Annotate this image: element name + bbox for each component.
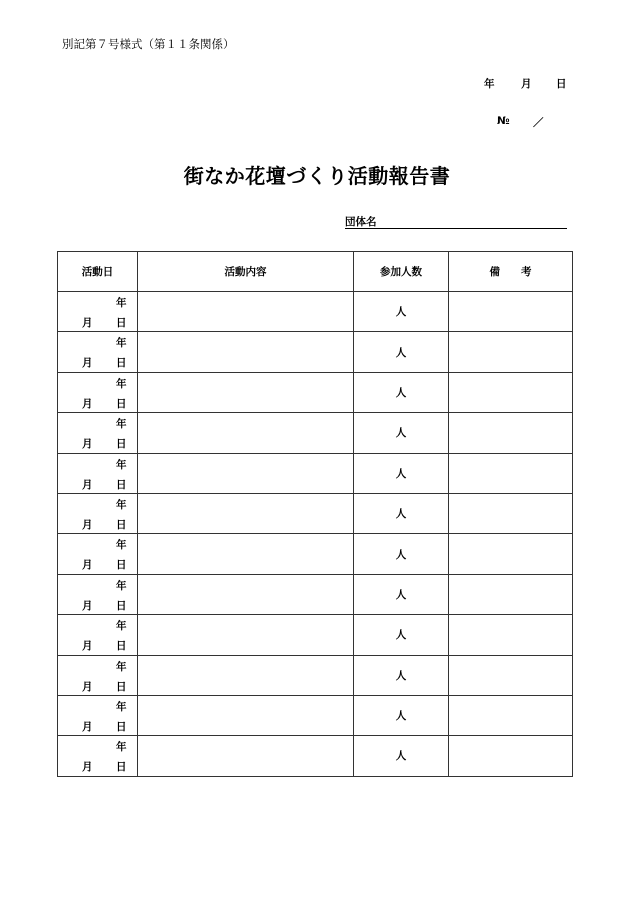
table-row [58,493,573,533]
date-month-label: 月 [521,78,532,90]
participants-cell[interactable] [354,534,449,574]
header-notes: 備 考 [449,252,573,292]
activity-content-cell[interactable] [138,332,354,372]
organization-name-field[interactable] [345,214,567,229]
day-label: 日 [116,680,127,693]
month-label: 月 [82,559,93,572]
month-label: 月 [82,761,93,774]
notes-cell[interactable] [449,534,573,574]
month-label: 月 [82,478,93,491]
people-unit-label: 人 [395,588,407,601]
table-body [58,292,573,777]
activity-date-cell[interactable] [58,534,138,574]
table-row [58,372,573,412]
day-label: 日 [116,438,127,451]
people-unit-label: 人 [395,306,407,319]
month-label: 月 [82,720,93,733]
table-row [58,292,573,332]
activity-content-cell[interactable] [138,574,354,614]
activity-date-cell[interactable] [58,615,138,655]
notes-cell[interactable] [449,292,573,332]
people-unit-label: 人 [395,710,407,723]
notes-cell[interactable] [449,453,573,493]
people-unit-label: 人 [395,548,407,561]
month-label: 月 [82,640,93,653]
activity-content-cell[interactable] [138,736,354,776]
header-activity-content: 活動内容 [138,252,354,292]
notes-cell[interactable] [449,655,573,695]
table-row [58,736,573,776]
people-unit-label: 人 [395,346,407,359]
month-label: 月 [82,397,93,410]
notes-cell[interactable] [449,332,573,372]
month-label: 月 [82,357,93,370]
notes-cell[interactable] [449,413,573,453]
table-row [58,413,573,453]
date-day-label: 日 [556,78,567,90]
year-label: 年 [116,377,127,390]
activity-date-cell[interactable] [58,574,138,614]
participants-cell[interactable] [354,736,449,776]
participants-cell[interactable] [354,695,449,735]
month-label: 月 [82,599,93,612]
people-unit-label: 人 [395,669,407,682]
notes-cell[interactable] [449,493,573,533]
activity-content-cell[interactable] [138,453,354,493]
activity-date-cell[interactable] [58,372,138,412]
form-number: 別記第７号様式（第１１条関係） [62,37,235,51]
day-label: 日 [116,317,127,329]
activity-date-cell[interactable] [58,655,138,695]
notes-cell[interactable] [449,615,573,655]
header-activity-date: 活動日 [58,252,138,292]
participants-cell[interactable] [354,413,449,453]
notes-cell[interactable] [449,574,573,614]
day-label: 日 [116,478,127,491]
people-unit-label: 人 [395,386,407,399]
document-title: 街なか花壇づくり活動報告書 [183,164,451,188]
day-label: 日 [116,559,127,572]
people-unit-label: 人 [395,750,407,763]
activity-content-cell[interactable] [138,372,354,412]
year-label: 年 [116,539,127,552]
year-label: 年 [116,700,127,713]
activity-content-cell[interactable] [138,413,354,453]
month-label: 月 [82,317,93,329]
year-label: 年 [116,741,127,754]
notes-cell[interactable] [449,372,573,412]
year-label: 年 [116,418,127,431]
activity-report-table [57,251,573,777]
activity-content-cell[interactable] [138,695,354,735]
participants-cell[interactable] [354,292,449,332]
day-label: 日 [116,761,127,774]
activity-date-cell[interactable] [58,413,138,453]
participants-cell[interactable] [354,574,449,614]
table-row [58,615,573,655]
participants-cell[interactable] [354,615,449,655]
month-label: 月 [82,518,93,531]
people-unit-label: 人 [395,508,407,521]
year-label: 年 [116,337,127,350]
day-label: 日 [116,599,127,612]
activity-date-cell[interactable] [58,292,138,332]
activity-content-cell[interactable] [138,615,354,655]
notes-cell[interactable] [449,736,573,776]
day-label: 日 [116,357,127,370]
month-label: 月 [82,438,93,451]
year-label: 年 [116,579,127,592]
activity-content-cell[interactable] [138,534,354,574]
activity-date-cell[interactable] [58,453,138,493]
organization-label: 団体名 [345,216,377,228]
day-label: 日 [116,640,127,653]
activity-date-cell[interactable] [58,695,138,735]
year-label: 年 [116,458,127,471]
header-participants: 参加人数 [354,252,449,292]
table-row [58,332,573,372]
month-label: 月 [82,680,93,693]
participants-cell[interactable] [354,332,449,372]
number-label: № [497,115,510,127]
day-label: 日 [116,720,127,733]
table-row [58,453,573,493]
people-unit-label: 人 [395,467,407,480]
activity-date-cell[interactable] [58,736,138,776]
activity-content-cell[interactable] [138,292,354,332]
participants-cell[interactable] [354,655,449,695]
number-separator: ／ [533,117,544,129]
year-label: 年 [116,620,127,633]
activity-date-cell[interactable] [58,493,138,533]
people-unit-label: 人 [395,629,407,642]
activity-content-cell[interactable] [138,493,354,533]
participants-cell[interactable] [354,493,449,533]
day-label: 日 [116,397,127,410]
participants-cell[interactable] [354,453,449,493]
people-unit-label: 人 [395,427,407,440]
year-label: 年 [116,660,127,673]
table-header-row [58,252,573,292]
notes-cell[interactable] [449,695,573,735]
year-label: 年 [116,498,127,511]
activity-content-cell[interactable] [138,655,354,695]
day-label: 日 [116,518,127,531]
table-row [58,574,573,614]
year-label: 年 [116,297,127,309]
participants-cell[interactable] [354,372,449,412]
date-year-label: 年 [484,78,495,90]
table-row [58,695,573,735]
table-row [58,655,573,695]
activity-date-cell[interactable] [58,332,138,372]
table-row [58,534,573,574]
